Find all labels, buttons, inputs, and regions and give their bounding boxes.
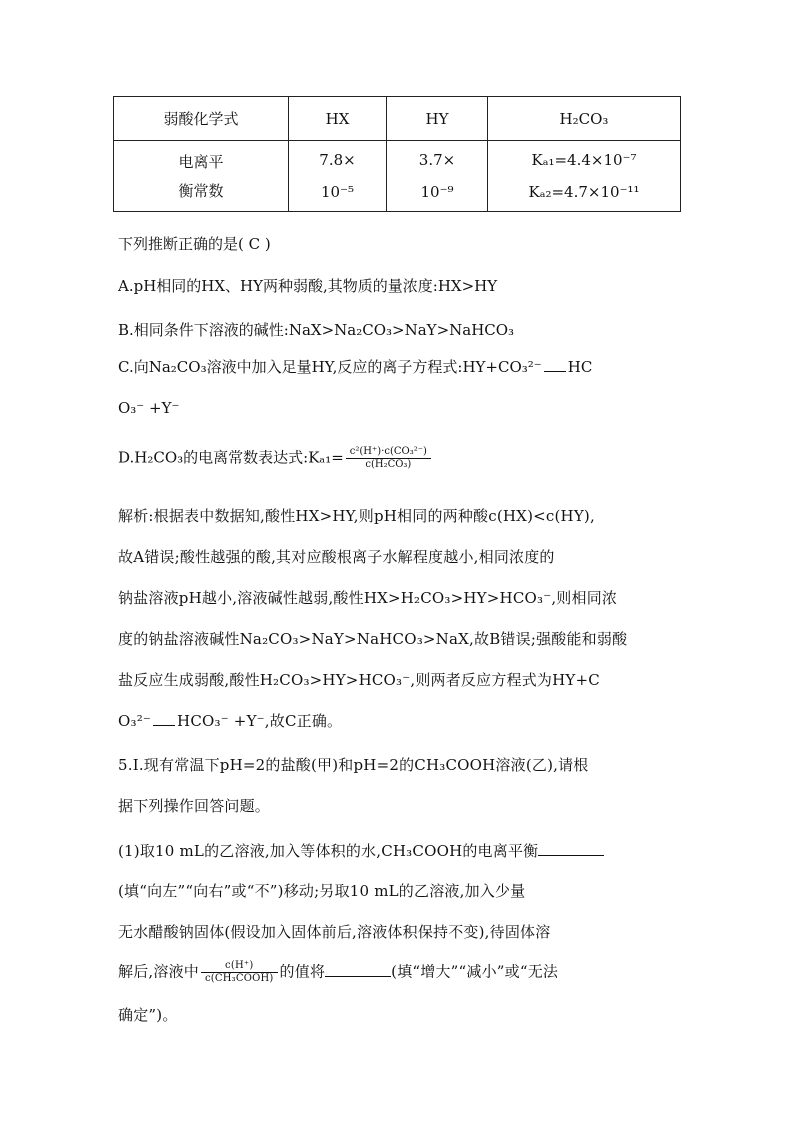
q5-line: 据下列操作回答问题。: [118, 797, 271, 815]
table-header-cell: 弱酸化学式: [114, 97, 289, 141]
fraction-denominator: c(H₂CO₃): [365, 459, 412, 470]
option-a: A.pH相同的HX、HY两种弱酸,其物质的量浓度:HX>HY: [118, 277, 498, 295]
q5-line: (填“向左”“向右”或“不”)移动;另取10 mL的乙溶液,加入少量: [118, 882, 526, 900]
table-row: [114, 141, 681, 212]
row-label-line: 衡常数: [178, 182, 224, 200]
table-header-cell: HY: [387, 97, 488, 141]
hx-value-line: 7.8×: [319, 151, 356, 169]
fraction-numerator: c(H⁺): [201, 960, 278, 973]
answer-blank[interactable]: [325, 962, 391, 977]
q5-line: [118, 841, 604, 861]
q5-text: (1)取10 mL的乙溶液,加入等体积的水,CH₃COOH的电离平衡: [118, 842, 539, 860]
analysis-line: 钠盐溶液pH越小,溶液碱性越弱,酸性HX>H₂CO₃>HY>HCO₃⁻,则相同浓: [118, 589, 618, 607]
analysis-line: 解析:根据表中数据知,酸性HX>HY,则pH相同的两种酸c(HX)<c(HY),: [118, 507, 595, 525]
analysis-line: 度的钠盐溶液碱性Na₂CO₃>NaY>NaHCO₃>NaX,故B错误;强酸能和弱酸: [118, 630, 628, 648]
fraction-numerator: c²(H⁺)·c(CO₃²⁻): [346, 446, 431, 459]
q5-line: 无水醋酸钠固体(假设加入固体前后,溶液体积保持不变),待固体溶: [118, 923, 551, 941]
q5-line: 确定”)。: [118, 1006, 178, 1024]
analysis-line: 故A错误;酸性越强的酸,其对应酸根离子水解程度越小,相同浓度的: [118, 548, 555, 566]
h2co3-ka2: Kₐ₂=4.7×10⁻¹¹: [528, 183, 640, 201]
row-label-line: 电离平: [178, 153, 224, 171]
option-d-text: D.H₂CO₃的电离常数表达式:Kₐ₁=: [118, 448, 344, 467]
hy-value-line: 3.7×: [418, 151, 456, 169]
hx-value-line: 10⁻⁵: [320, 183, 355, 201]
question-stem: 下列推断正确的是( C ): [118, 235, 271, 253]
analysis-line: [118, 711, 342, 731]
q5-line: 5.Ⅰ.现有常温下pH=2的盐酸(甲)和pH=2的CH₃COOH溶液(乙),请根: [118, 756, 589, 774]
option-c: [118, 357, 592, 377]
q5-text: 的值将: [279, 962, 326, 981]
analysis-line: 盐反应生成弱酸,酸性H₂CO₃>HY>HCO₃⁻,则两者反应方程式为HY+C: [118, 671, 600, 689]
answer-blank[interactable]: [538, 841, 604, 856]
equation-arrow: [153, 715, 175, 726]
h2co3-ka1: Kₐ₁=4.4×10⁻⁷: [531, 151, 637, 169]
ratio-fraction: [201, 960, 278, 985]
table-cell-label: [114, 141, 289, 212]
option-d: [118, 446, 433, 471]
ka1-fraction: [346, 446, 431, 471]
fraction-denominator: c(CH₃COOH): [204, 973, 274, 984]
option-c-text: C.向Na₂CO₃溶液中加入足量HY,反应的离子方程式:HY+CO₃²⁻: [118, 358, 542, 376]
analysis-text: HCO₃⁻ +Y⁻,故C正确。: [177, 712, 343, 730]
table-cell-h2co3: [488, 141, 681, 212]
table-header-row: [114, 97, 681, 141]
hy-value-line: 10⁻⁹: [420, 183, 454, 201]
acid-constant-table: [113, 96, 681, 212]
table-header-cell: HX: [289, 97, 387, 141]
q5-line: [118, 960, 558, 985]
table-cell-hy: [387, 141, 488, 212]
equation-arrow: [544, 361, 566, 372]
option-b: B.相同条件下溶液的碱性:NaX>Na₂CO₃>NaY>NaHCO₃: [118, 321, 515, 339]
analysis-text: O₃²⁻: [118, 712, 152, 730]
table-header-cell: H₂CO₃: [488, 97, 681, 141]
option-c-continued: O₃⁻ +Y⁻: [118, 399, 180, 417]
q5-text: 解后,溶液中: [118, 962, 199, 981]
option-c-text-end: HC: [567, 358, 593, 376]
q5-text: (填“增大”“减小”或“无法: [391, 962, 559, 981]
table-cell-hx: [289, 141, 387, 212]
